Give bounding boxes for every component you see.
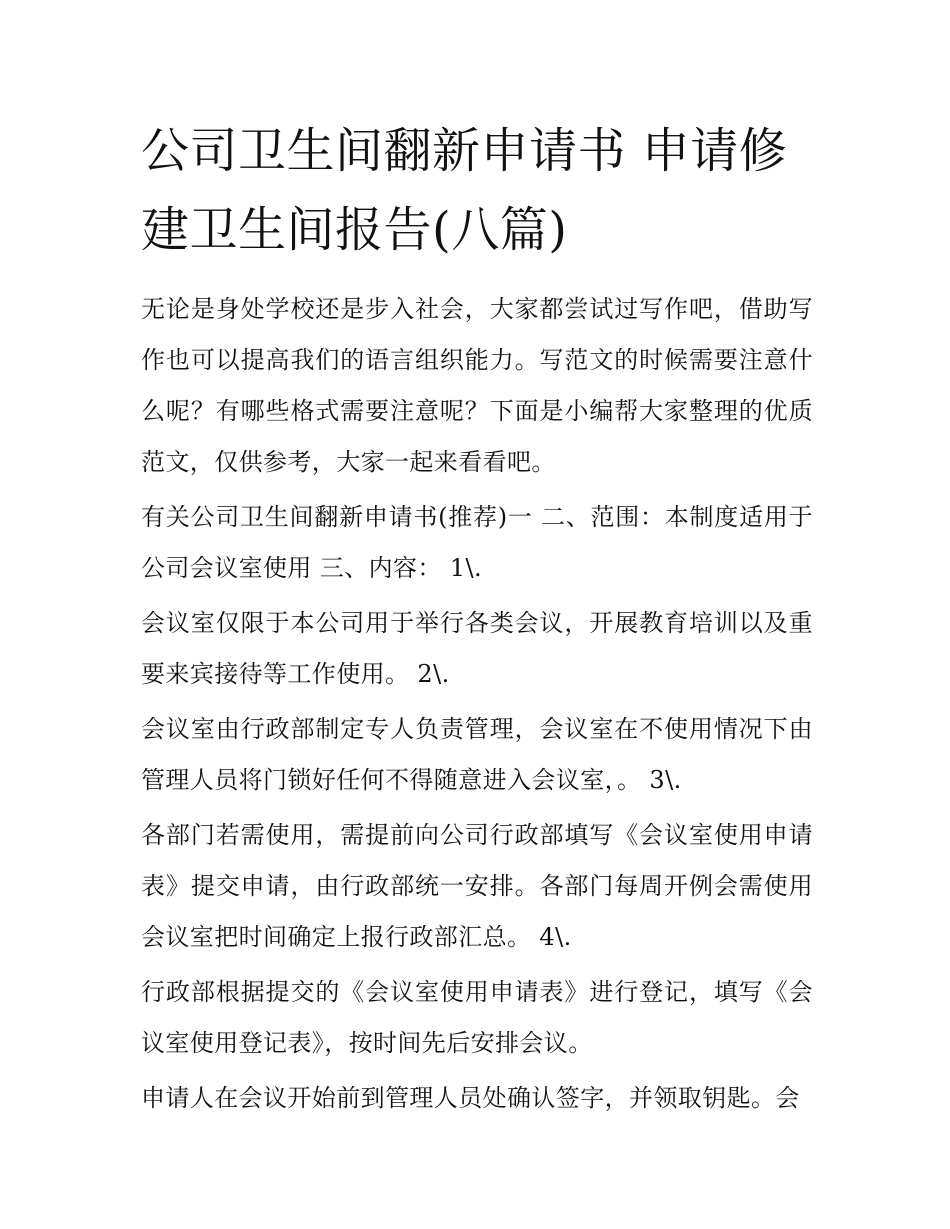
paragraph-intro: 无论是身处学校还是步入社会，大家都尝试过写作吧，借助写作也可以提高我们的语言组织能力。写范文的时候需要注意什么呢？有哪些格式需要注意呢？下面是小编帮大家整理的优质范文，仅供参考，大家一起来看看吧。 [141, 295, 813, 476]
document-title: 公司卫生间翻新申请书 申请修建卫生间报告(八篇) [141, 123, 788, 258]
document-body [141, 284, 813, 1124]
paragraph-scope: 有关公司卫生间翻新申请书(推荐)一 二、范围：本制度适用于公司会议室使用 三、内容： 1\. [141, 503, 813, 582]
paragraph-rule-5: 申请人在会议开始前到管理人员处确认签字，并领取钥匙。会 [141, 1084, 800, 1112]
paragraph-rule-2: 会议室由行政部制定专人负责管理，会议室在不使用情况下由管理人员将门锁好任何不得随意进入会议室，。 3\. [141, 715, 813, 794]
paragraph-rule-4: 行政部根据提交的《会议室使用申请表》进行登记，填写《会议室使用登记表》，按时间先后安排会议。 [141, 978, 813, 1057]
document-content [141, 112, 813, 1128]
paragraph-rule-1: 会议室仅限于本公司用于举行各类会议，开展教育培训以及重要来宾接待等工作使用。 2\. [141, 609, 813, 688]
paragraph-rule-3: 各部门若需使用，需提前向公司行政部填写《会议室使用申请表》提交申请，由行政部统一安排。各部门每周开例会需使用会议室把时间确定上报行政部汇总。 4\. [141, 821, 813, 951]
